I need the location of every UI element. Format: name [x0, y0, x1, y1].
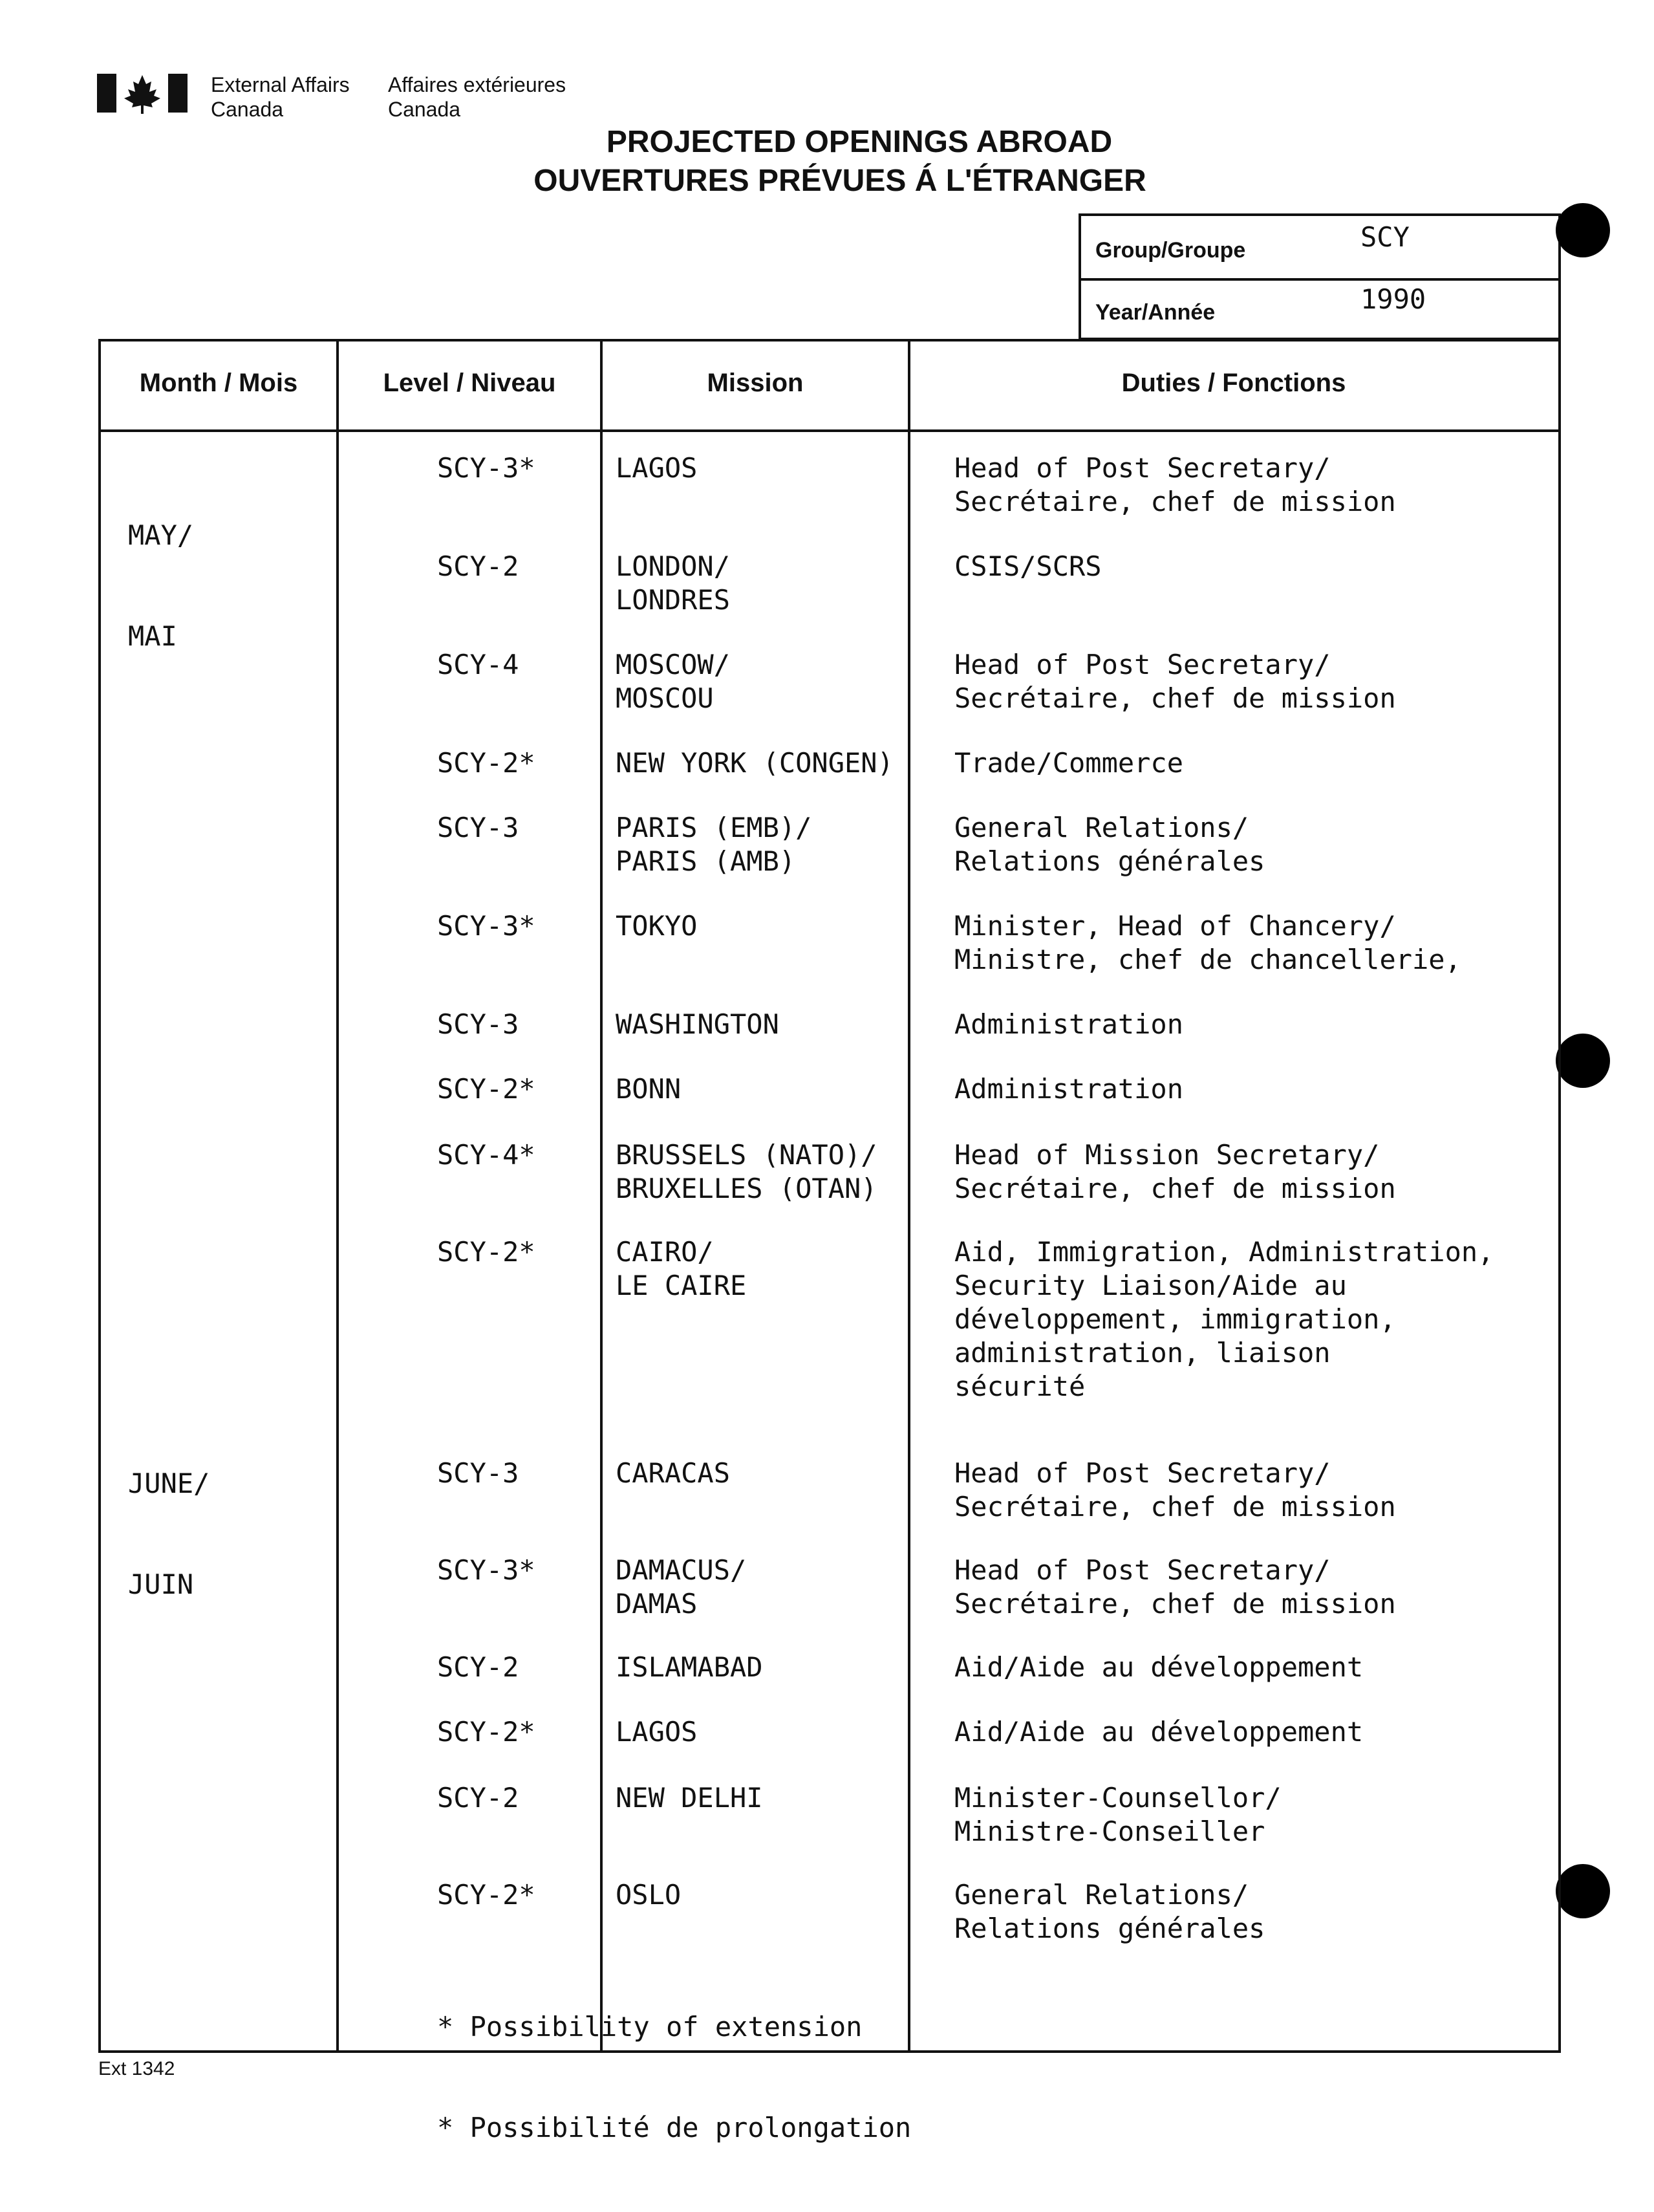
duties-cell: Aid/Aide au développement [954, 1716, 1364, 1748]
page-title [0, 123, 1654, 201]
level-cell: SCY-2* [437, 1879, 535, 1911]
mission-cell: ISLAMABAD [616, 1651, 763, 1683]
mission-cell: NEW YORK (CONGEN) [616, 747, 894, 779]
title-fr: OUVERTURES PRÉVUES Á L'ÉTRANGER [533, 164, 1146, 198]
level-cell: SCY-4* [437, 1139, 535, 1171]
column-header-duties: Duties / Fonctions [1121, 369, 1346, 397]
mission-cell: PARIS (EMB)/ PARIS (AMB) [616, 812, 812, 877]
month-june: JUNE/ JUIN [128, 1468, 210, 1600]
form-number: Ext 1342 [98, 2058, 175, 2079]
header-divider [101, 429, 1558, 432]
level-cell: SCY-2* [437, 747, 535, 779]
mission-cell: WASHINGTON [616, 1008, 779, 1040]
mission-cell: MOSCOW/ MOSCOU [616, 649, 731, 714]
mission-cell: NEW DELHI [616, 1782, 763, 1814]
group-row [1081, 216, 1558, 281]
footnote: * Possibility of extension * Possibilité de prolongation [437, 2011, 912, 2143]
duties-cell: Head of Post Secretary/ Secrétaire, chef de mission [954, 1457, 1396, 1523]
column-header-month: Month / Mois [139, 369, 298, 397]
title-en: PROJECTED OPENINGS ABROAD [606, 125, 1113, 159]
duties-cell: CSIS/SCRS [954, 550, 1102, 582]
level-cell: SCY-2* [437, 1716, 535, 1748]
department-name-en: External Affairs Canada [211, 73, 350, 121]
duties-cell: Trade/Commerce [954, 747, 1184, 779]
level-cell: SCY-3* [437, 452, 535, 484]
duties-cell: Minister, Head of Chancery/ Ministre, chef de chancellerie, [954, 910, 1461, 975]
level-cell: SCY-2 [437, 1782, 519, 1814]
mission-cell: TOKYO [616, 910, 698, 942]
mission-cell: LAGOS [616, 452, 698, 484]
level-cell: SCY-4 [437, 649, 519, 680]
duties-cell: General Relations/ Relations générales [954, 812, 1265, 877]
level-cell: SCY-2* [437, 1073, 535, 1105]
mission-cell: DAMACUS/ DAMAS [616, 1554, 747, 1620]
column-divider [336, 342, 339, 2050]
duties-cell: Minister-Counsellor/ Ministre-Conseiller [954, 1782, 1282, 1847]
group-year-box [1079, 213, 1561, 340]
level-cell: SCY-2 [437, 1651, 519, 1683]
duties-cell: Administration [954, 1008, 1184, 1040]
level-cell: SCY-3 [437, 812, 519, 843]
duties-cell: Head of Post Secretary/ Secrétaire, chef de mission [954, 1554, 1396, 1620]
year-value: 1990 [1360, 283, 1426, 315]
level-cell: SCY-3* [437, 910, 535, 942]
duties-cell: Administration [954, 1073, 1184, 1105]
level-cell: SCY-3* [437, 1554, 535, 1586]
duties-cell: Aid/Aide au développement [954, 1651, 1364, 1683]
level-cell: SCY-3 [437, 1457, 519, 1489]
group-value: SCY [1360, 221, 1410, 253]
mission-cell: CARACAS [616, 1457, 731, 1489]
group-label: Group/Groupe [1095, 238, 1246, 263]
duties-cell: Head of Post Secretary/ Secrétaire, chef de mission [954, 452, 1396, 517]
mission-cell: OSLO [616, 1879, 682, 1911]
mission-cell: BRUSSELS (NATO)/ BRUXELLES (OTAN) [616, 1139, 877, 1204]
year-label: Year/Année [1095, 300, 1216, 325]
duties-cell: General Relations/ Relations générales [954, 1879, 1265, 1944]
column-header-level: Level / Niveau [383, 369, 556, 397]
month-may: MAY/ MAI [128, 519, 194, 652]
canada-flag-logo-icon [97, 71, 188, 115]
punch-hole-icon [1556, 1864, 1610, 1918]
punch-hole-icon [1556, 1034, 1610, 1088]
column-divider [600, 342, 603, 2050]
column-header-mission: Mission [707, 369, 804, 397]
mission-cell: CAIRO/ LE CAIRE [616, 1236, 747, 1301]
punch-hole-icon [1556, 203, 1610, 257]
level-cell: SCY-2 [437, 550, 519, 582]
mission-cell: LAGOS [616, 1716, 698, 1748]
mission-cell: LONDON/ LONDRES [616, 550, 731, 616]
duties-cell: Head of Mission Secretary/ Secrétaire, chef de mission [954, 1139, 1396, 1204]
level-cell: SCY-2* [437, 1236, 535, 1268]
mission-cell: BONN [616, 1073, 682, 1105]
department-name-fr: Affaires extérieures Canada [388, 73, 566, 121]
year-row [1081, 278, 1558, 340]
duties-cell: Head of Post Secretary/ Secrétaire, chef de mission [954, 649, 1396, 714]
column-divider [908, 342, 910, 2050]
duties-cell: Aid, Immigration, Administration, Security Liaison/Aide au développement, immigration, administration, liaison sécurité [954, 1236, 1494, 1402]
level-cell: SCY-3 [437, 1008, 519, 1040]
